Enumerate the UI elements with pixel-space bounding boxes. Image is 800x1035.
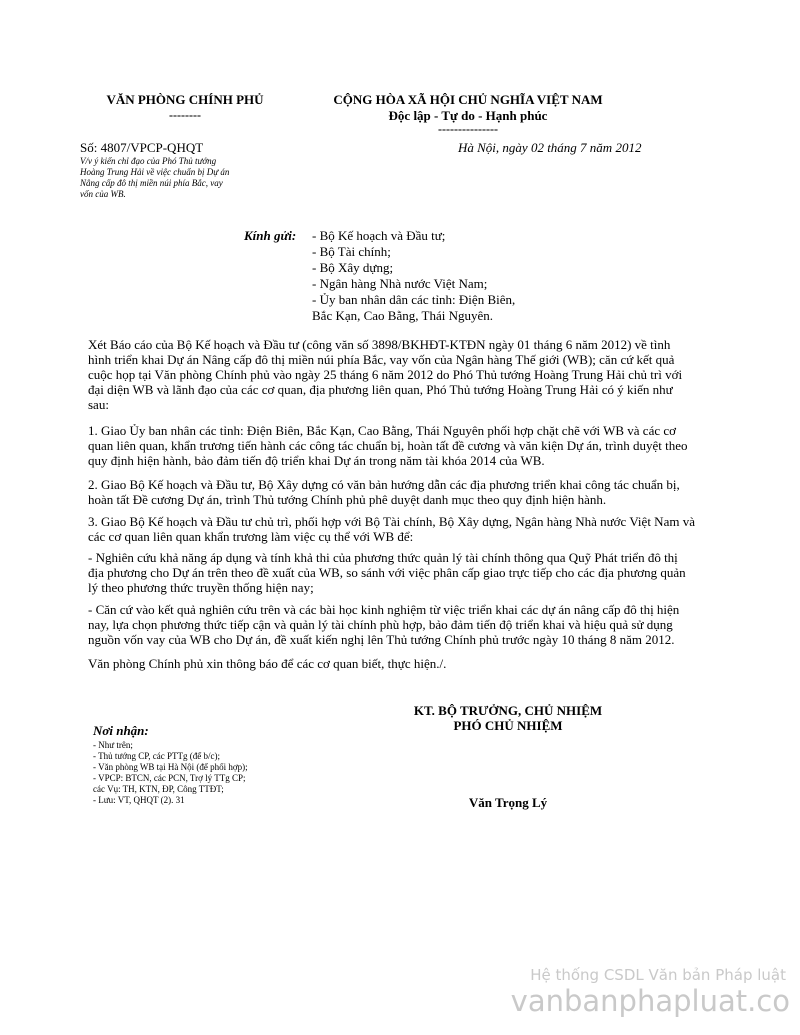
distribution-title: Nơi nhận: bbox=[93, 723, 149, 738]
body-line: quy định hiện hành, bảo đảm tiến độ triển khai Dự án trong năm tài khóa 2014 của WB. bbox=[88, 453, 545, 468]
subject-line: Nâng cấp đô thị miền núi phía Bắc, vay bbox=[80, 178, 223, 188]
body-line: sau: bbox=[88, 397, 109, 412]
body-line: 3. Giao Bộ Kế hoạch và Đầu tư chủ trì, phối hợp với Bộ Tài chính, Bộ Xây dựng, Ngân hàng Nhà nước Việt Nam và bbox=[88, 514, 695, 529]
distribution-item: - Văn phòng WB tại Hà Nội (để phối hợp); bbox=[93, 762, 248, 772]
body-line: cuộc họp tại Văn phòng Chính phủ vào ngày 25 tháng 6 năm 2012 do Phó Thủ tướng Hoàng Trung Hải chủ trì với bbox=[88, 367, 683, 382]
body-paragraph bbox=[88, 337, 708, 412]
watermark-site: vanbanphapluat.co bbox=[510, 984, 790, 1018]
distribution-list bbox=[93, 740, 248, 806]
body-paragraph bbox=[88, 514, 708, 544]
distribution-item: - VPCP: BTCN, các PCN, Trợ lý TTg CP; bbox=[93, 773, 246, 783]
body-line: quan liên quan, khẩn trương tiến hành các công tác chuẩn bị, hoàn tất đề cương và văn kiện Dự án, trình duyệt theo bbox=[88, 438, 688, 453]
distribution-item: - Thủ tướng CP, các PTTg (để b/c); bbox=[93, 751, 220, 761]
motto-underline: --------------- bbox=[438, 122, 498, 136]
watermark-caption: Hệ thống CSDL Văn bản Pháp luật bbox=[530, 966, 786, 984]
body-line: các cơ quan liên quan khẩn trương làm việc cụ thể với WB để: bbox=[88, 529, 414, 544]
distribution-item: - Lưu: VT, QHQT (2). 31 bbox=[93, 795, 185, 805]
recipients-label: Kính gửi: bbox=[244, 228, 297, 243]
recipient-item: - Bộ Tài chính; bbox=[312, 244, 391, 259]
body-line: - Nghiên cứu khả năng áp dụng và tính khả thi của phương thức quản lý tài chính thông qua Quỹ Phát triển đô thị bbox=[88, 550, 678, 565]
subject-line: Hoàng Trung Hải về việc chuẩn bị Dự án bbox=[80, 167, 230, 177]
body-line: đại diện WB và lãnh đạo của các cơ quan, địa phương liên quan, Phó Thủ tướng Hoàng Trung Hải có ý kiến như bbox=[88, 382, 673, 397]
distribution-item: - Như trên; bbox=[93, 740, 133, 750]
body-line: - Căn cứ vào kết quả nghiên cứu trên và các bài học kinh nghiệm từ việc triển khai các dự án nâng cấp đô thị hiện bbox=[88, 602, 680, 617]
body-line: hoàn tất Đề cương Dự án, trình Thủ tướng Chính phủ phê duyệt danh mục theo quy định hiện hành. bbox=[88, 492, 607, 507]
national-title: CỘNG HÒA XÃ HỘI CHỦ NGHĨA VIỆT NAM bbox=[333, 92, 603, 107]
body-paragraph bbox=[88, 602, 708, 647]
body-paragraph bbox=[88, 477, 708, 507]
body-line: 1. Giao Ủy ban nhân các tỉnh: Điện Biên, Bắc Kạn, Cao Bằng, Thái Nguyên phối hợp chặt chẽ với WB và các cơ bbox=[88, 423, 677, 438]
document-subject bbox=[80, 156, 280, 200]
signature-title: KT. BỘ TRƯỞNG, CHỦ NHIỆM bbox=[413, 703, 603, 718]
national-motto: Độc lập - Tự do - Hạnh phúc bbox=[388, 108, 548, 123]
recipient-item: - Ngân hàng Nhà nước Việt Nam; bbox=[312, 276, 488, 291]
body-line: lý theo phương thức truyền thống hiện nay; bbox=[88, 580, 314, 595]
body-line: 2. Giao Bộ Kế hoạch và Đầu tư, Bộ Xây dựng có văn bản hướng dẫn các địa phương triển khai công tác chuẩn bị, bbox=[88, 477, 680, 492]
body-line: hình triển khai Dự án Nâng cấp đô thị miền núi phía Bắc, vay vốn của Ngân hàng Thế giới (WB); căn cứ kết quả bbox=[88, 352, 675, 367]
signature-subtitle: PHÓ CHỦ NHIỆM bbox=[453, 718, 563, 733]
document-date: Hà Nội, ngày 02 tháng 7 năm 2012 bbox=[458, 140, 642, 155]
body-line: địa phương cho Dự án trên theo đề xuất của WB, so sánh với việc phân cấp giao trực tiếp cho các địa phương quản bbox=[88, 565, 686, 580]
signer-name: Văn Trọng Lý bbox=[468, 795, 548, 810]
recipient-item: - Bộ Kế hoạch và Đầu tư; bbox=[312, 228, 446, 243]
body-paragraph bbox=[88, 656, 708, 671]
body-line: nay, lựa chọn phương thức tiếp cận và quản lý tài chính phù hợp, bảo đảm tiến độ triển khai và hiệu quả sử dụng bbox=[88, 617, 673, 632]
recipient-item: - Ủy ban nhân dân các tỉnh: Điện Biên, bbox=[312, 292, 516, 307]
recipients-list bbox=[312, 228, 515, 324]
recipient-item: - Bộ Xây dựng; bbox=[312, 260, 394, 275]
body-paragraph bbox=[88, 423, 708, 468]
subject-line: V/v ý kiến chỉ đạo của Phó Thủ tướng bbox=[80, 156, 217, 166]
document-number: Số: 4807/VPCP-QHQT bbox=[80, 140, 204, 155]
issuing-agency: VĂN PHÒNG CHÍNH PHỦ bbox=[106, 92, 264, 107]
distribution-item: các Vụ: TH, KTN, ĐP, Công TTĐT; bbox=[93, 784, 224, 794]
body-line: Xét Báo cáo của Bộ Kế hoạch và Đầu tư (công văn số 3898/BKHĐT-KTĐN ngày 01 tháng 6 năm 2012) về tình bbox=[88, 337, 671, 352]
agency-underline: -------- bbox=[169, 108, 201, 122]
body-line: nguồn vốn vay của WB cho Dự án, đề xuất kiến nghị lên Thủ tướng Chính phủ trước ngày 10 tháng 8 năm 2012. bbox=[88, 632, 675, 647]
recipient-item: Bắc Kạn, Cao Bằng, Thái Nguyên. bbox=[312, 308, 493, 323]
body-line: Văn phòng Chính phủ xin thông báo để các cơ quan biết, thực hiện./. bbox=[88, 656, 447, 671]
subject-line: vốn của WB. bbox=[80, 189, 126, 199]
body-paragraph bbox=[88, 550, 708, 595]
